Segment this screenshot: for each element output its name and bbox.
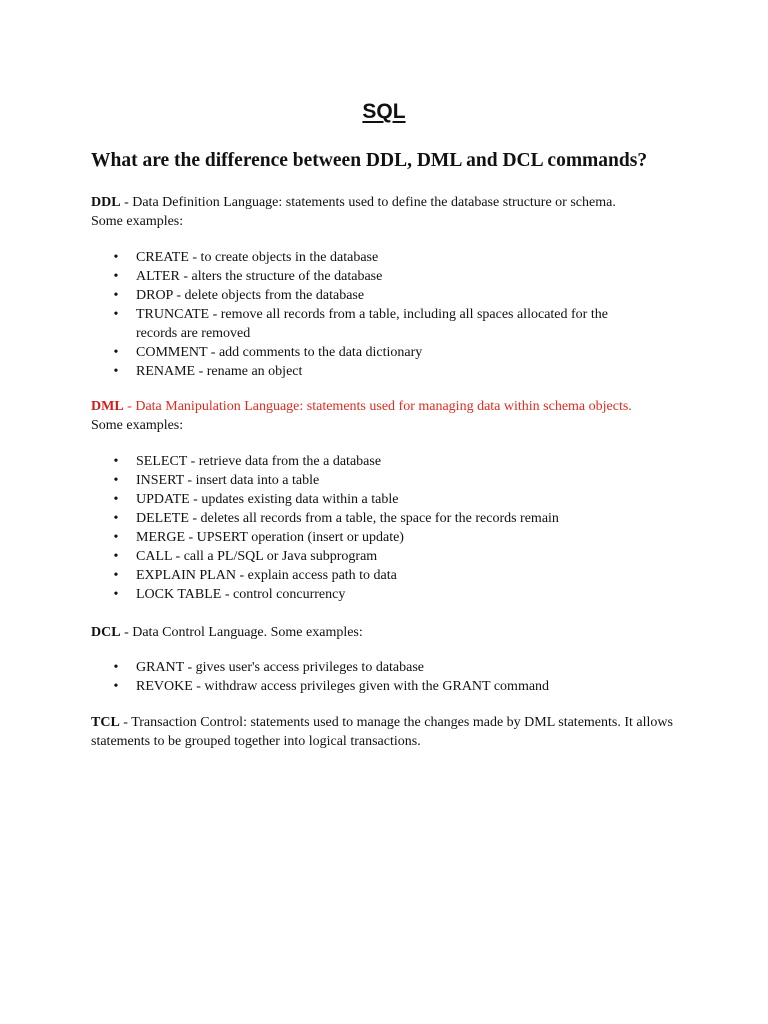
list-item: • UPDATE - updates existing data within a table [109,490,669,509]
dcl-list [109,658,669,696]
ddl-paragraph [91,193,691,231]
bullet-icon: • [113,269,119,284]
list-item: • GRANT - gives user's access privileges to database [109,658,669,677]
dml-list [109,452,669,604]
bullet-icon: • [113,364,119,379]
bullet-icon: • [113,307,119,322]
ddl-term: DDL [91,195,121,210]
bullet-icon: • [113,473,119,488]
bullet-icon: • [113,568,119,583]
tcl-term: TCL [91,715,120,730]
page-title: SQL [362,100,406,123]
list-item: • RENAME - rename an object [109,362,669,381]
list-item: • CREATE - to create objects in the database [109,248,669,267]
dml-paragraph [91,397,691,435]
dml-intro-line [91,397,691,416]
list-item: • CALL - call a PL/SQL or Java subprogram [109,547,669,566]
bullet-icon: • [113,454,119,469]
bullet-icon: • [113,288,119,303]
bullet-icon: • [113,511,119,526]
list-item: • ALTER - alters the structure of the database [109,267,669,286]
bullet-icon: • [113,345,119,360]
question-heading: What are the difference between DDL, DML and DCL commands? [91,150,648,171]
list-item: • MERGE - UPSERT operation (insert or update) [109,528,669,547]
ddl-intro-line [91,193,691,212]
list-item: • EXPLAIN PLAN - explain access path to data [109,566,669,585]
tcl-definition: - Transaction Control: statements used to manage the changes made by DML statements. It allows statements to be grouped together into logical transactions. [91,715,673,749]
bullet-icon: • [113,660,119,675]
bullet-icon: • [113,250,119,265]
list-item: • REVOKE - withdraw access privileges given with the GRANT command [109,677,669,696]
ddl-list [109,248,669,381]
list-item: • DELETE - deletes all records from a table, the space for the records remain [109,509,669,528]
list-item: • TRUNCATE - remove all records from a table, including all spaces allocated for the records are removed [109,305,669,343]
dml-examples-label: Some examples: [91,418,184,433]
tcl-paragraph [91,713,683,751]
list-item: • DROP - delete objects from the database [109,286,669,305]
dcl-definition: - Data Control Language. Some examples: [120,625,363,640]
dcl-term: DCL [91,625,121,640]
list-item: • SELECT - retrieve data from the a database [109,452,669,471]
bullet-icon: • [113,587,119,602]
bullet-icon: • [113,549,119,564]
bullet-icon: • [113,492,119,507]
ddl-definition: - Data Definition Language: statements used to define the database structure or schema. [120,195,616,210]
bullet-icon: • [113,679,119,694]
ddl-examples-label: Some examples: [91,214,184,229]
dml-definition: - Data Manipulation Language: statements used for managing data within schema objects. [123,399,632,414]
dcl-paragraph [91,623,691,642]
bullet-icon: • [113,530,119,545]
list-item: • COMMENT - add comments to the data dictionary [109,343,669,362]
dml-term: DML [91,399,124,414]
list-item: • INSERT - insert data into a table [109,471,669,490]
list-item: • LOCK TABLE - control concurrency [109,585,669,604]
